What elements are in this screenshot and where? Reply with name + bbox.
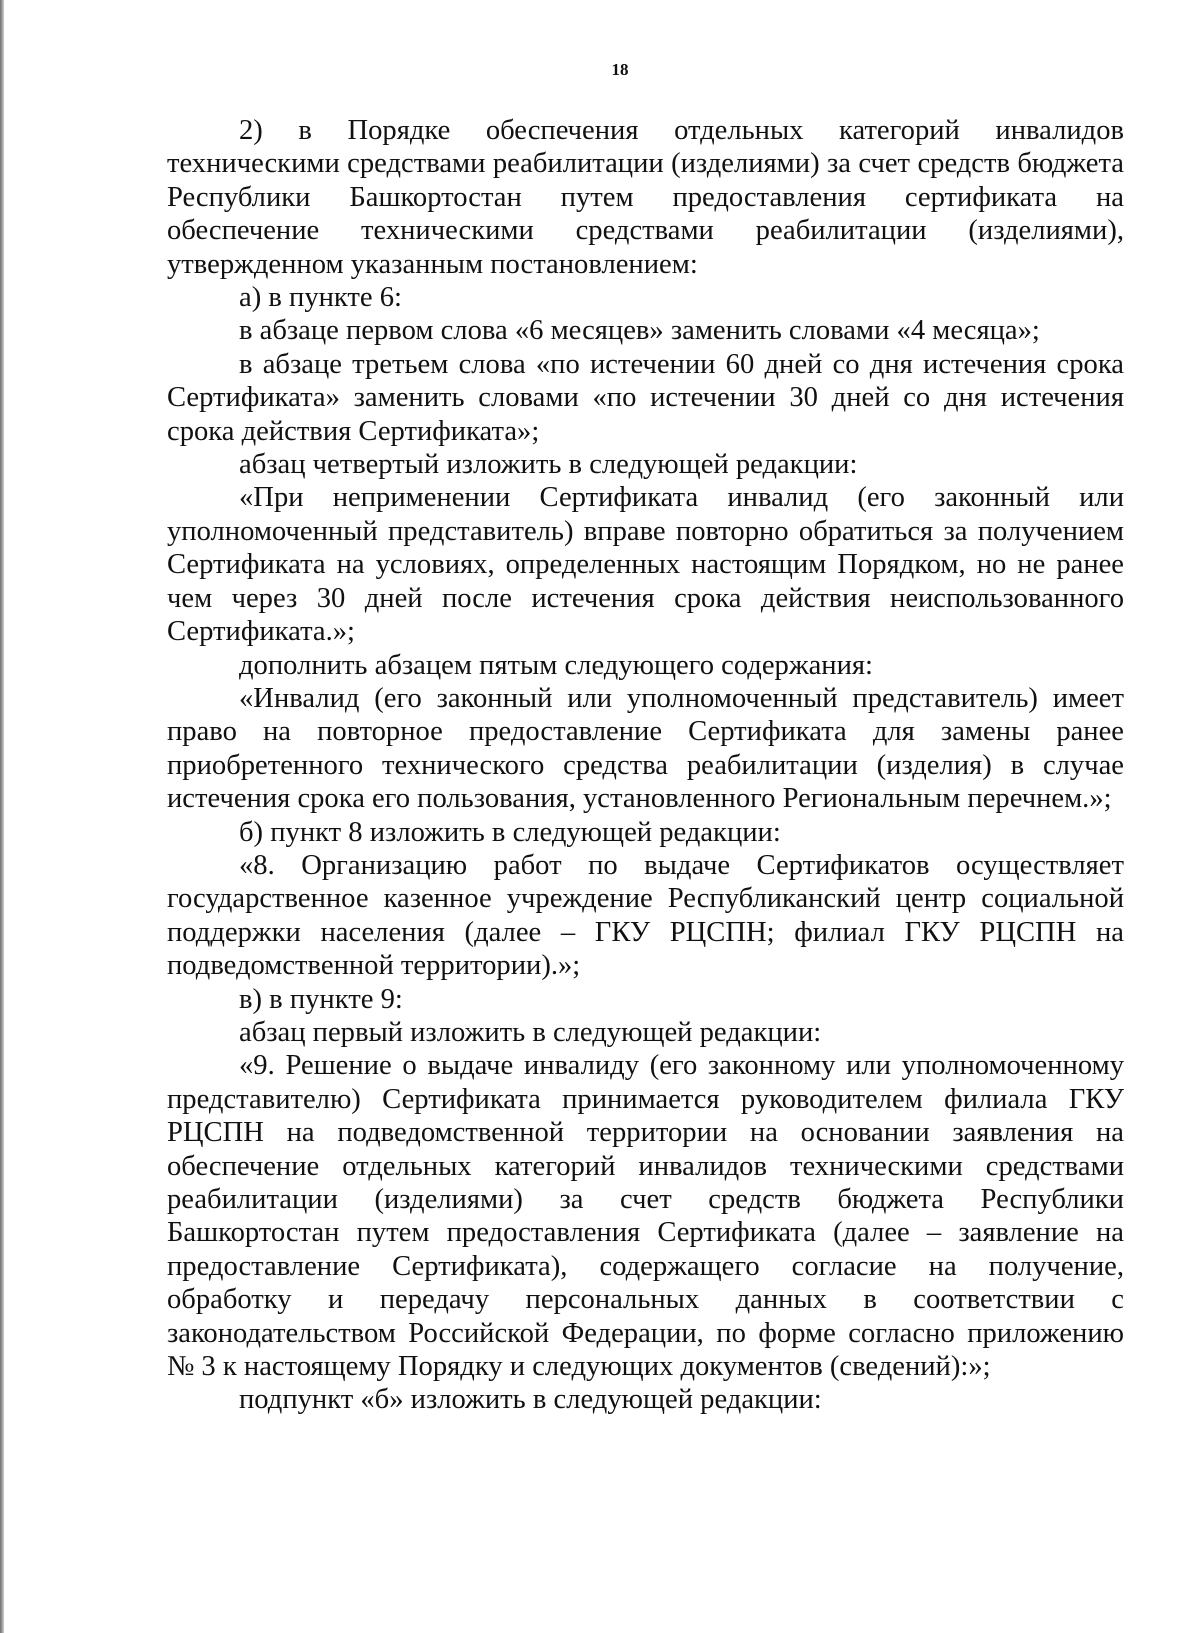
paragraph-third-abzac-change: в абзаце третьем слова «по истечении 60 дней со дня истечения срока Сертификата» заменить словами «по истечении 30 дней со дня истечения срока действия Сертификата»; <box>167 348 1124 447</box>
paragraph-fourth-abzac-heading: абзац четвертый изложить в следующей редакции: <box>239 449 858 481</box>
paragraph-subpoint-b-heading: подпункт «б» изложить в следующей редакции: <box>239 1384 822 1416</box>
paragraph-point-8-text: «8. Организацию работ по выдаче Сертификатов осуществляет государственное казенное учреждение Республиканский центр социальной поддержки населения (далее – ГКУ РЦСПН; филиал ГКУ РЦСПН на подведомственной территории).»; <box>167 849 1124 982</box>
paragraph-fifth-abzac-text: «Инвалид (его законный или уполномоченный представитель) имеет право на повторное предоставление Сертификата для замены ранее приобретенного технического средства реабилитации (изделия) в случае истечения срока его пользования, установленного Региональным перечнем.»; <box>167 682 1124 815</box>
document-body <box>167 114 1124 1417</box>
paragraph-fourth-abzac-text: «При неприменении Сертификата инвалид (его законный или уполномоченный представитель) вправе повторно обратиться за получением Сертификата на условиях, определенных настоящим Порядком, но не ранее чем через 30 дней после истечения срока действия неиспользованного Сертификата.»; <box>167 482 1124 648</box>
paragraph-subitem-b: б) пункт 8 изложить в следующей редакции: <box>239 816 781 848</box>
paragraph-subitem-v: в) в пункте 9: <box>239 983 403 1015</box>
paragraph-item-2-intro: 2) в Порядке обеспечения отдельных категорий инвалидов техническими средствами реабилитации (изделиями) за счет средств бюджета Республики Башкортостан путем предоставления сертификата на обеспечение техническими средствами реабилитации (изделиями), утвержденном указанным постановлением: <box>167 115 1124 280</box>
paragraph-point-9-heading: абзац первый изложить в следующей редакции: <box>239 1016 822 1048</box>
paragraph-point-9-text: «9. Решение о выдаче инвалиду (его законному или уполномоченному представителю) Сертификата принимается руководителем филиала ГКУ РЦСПН на подведомственной территории на основании заявления на обеспечение отдельных категорий инвалидов техническими средствами реабилитации (изделиями) за счет средств бюджета Республики Башкортостан путем предоставления Сертификата (далее – заявление на предоставление Сертификата), содержащего согласие на получение, обработку и передачу персональных данных в соответствии с законодательством Российской Федерации, по форме согласно приложению № 3 к настоящему Порядку и следующих документов (сведений):»; <box>167 1050 1124 1383</box>
page-number: 18 <box>611 60 629 79</box>
paragraph-first-abzac-change: в абзаце первом слова «6 месяцев» заменить словами «4 месяца»; <box>239 315 1040 347</box>
paragraph-subitem-a: а) в пункте 6: <box>239 282 403 314</box>
scan-edge <box>0 0 4 1633</box>
paragraph-fifth-abzac-heading: дополнить абзацем пятым следующего содержания: <box>239 649 873 681</box>
